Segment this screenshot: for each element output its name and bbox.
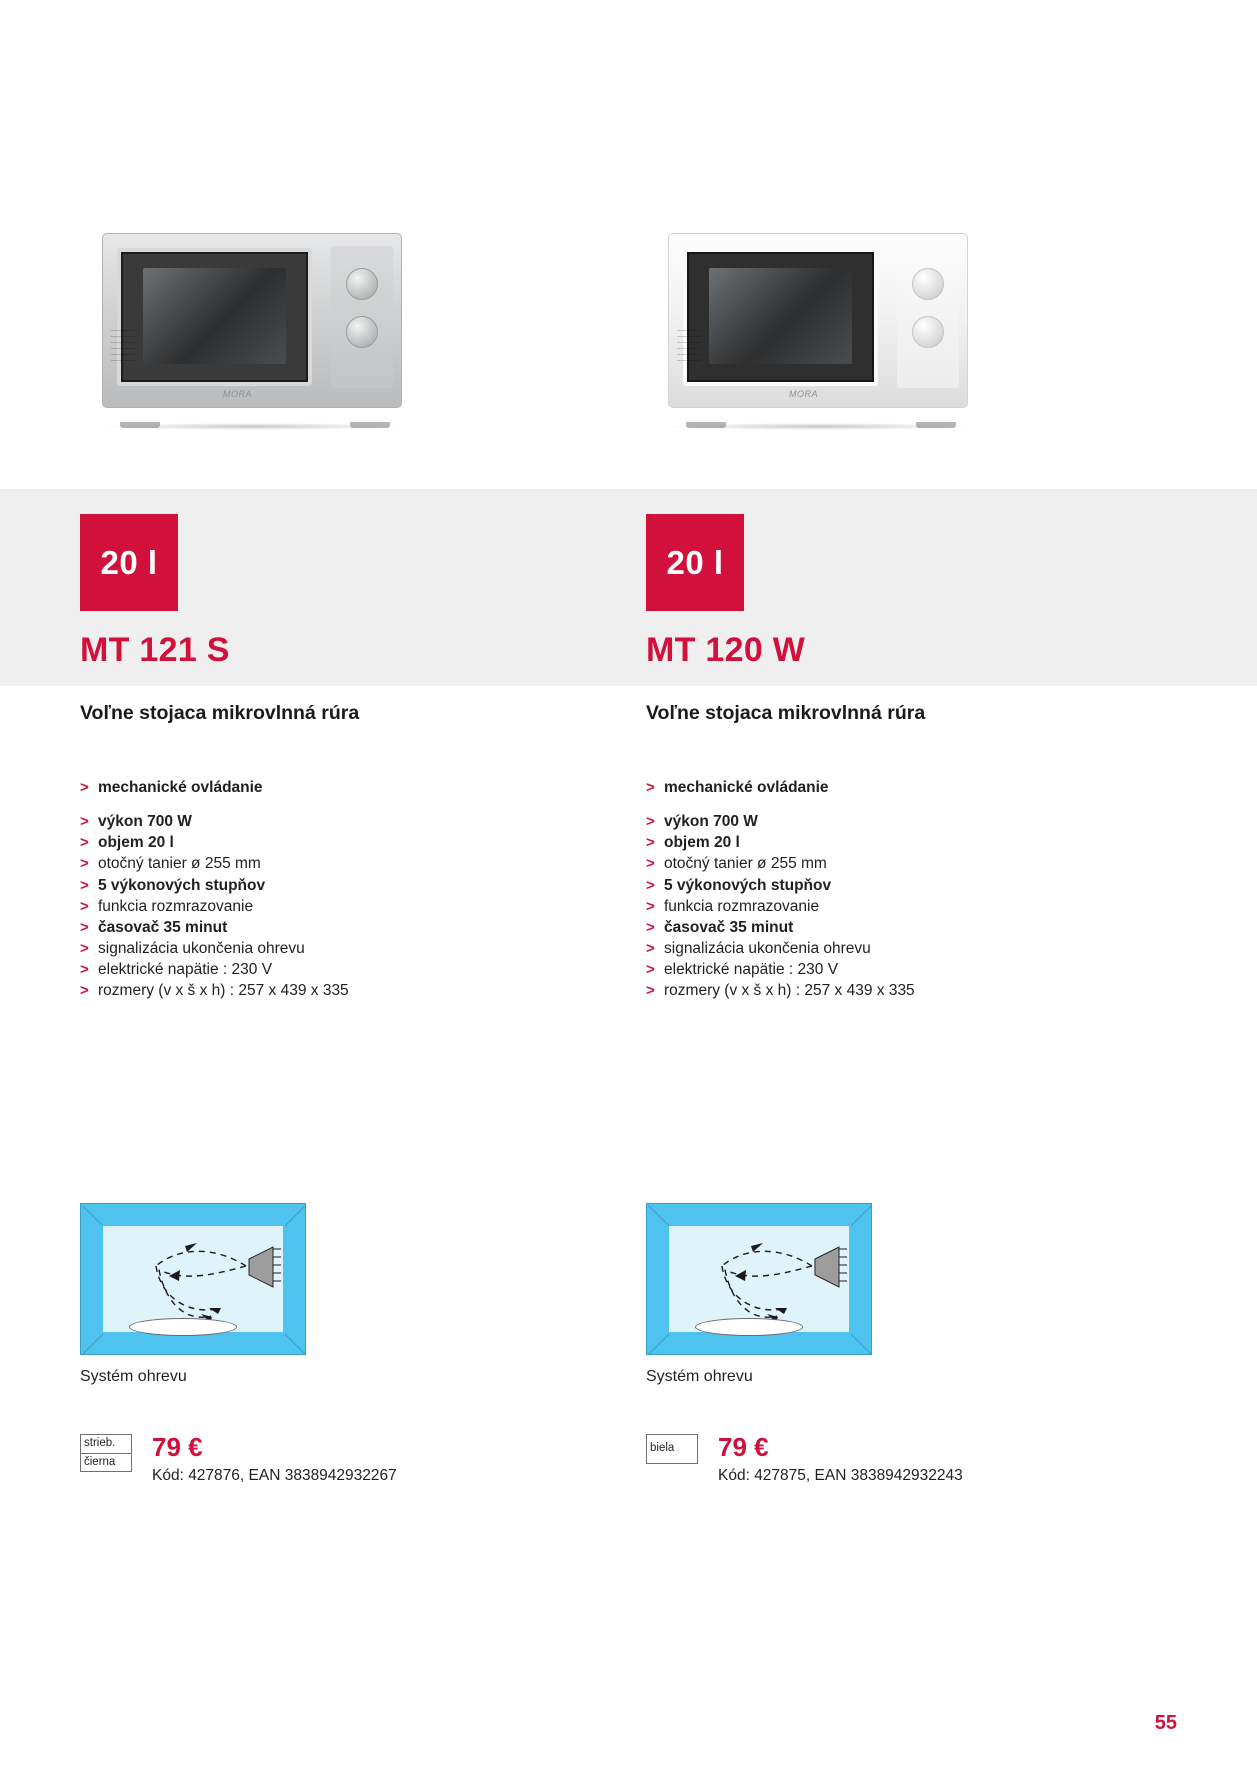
product-photo-mt121s <box>80 215 420 440</box>
feature-item <box>80 939 550 959</box>
color-options-chip <box>80 1434 132 1472</box>
feature-item <box>646 876 1116 896</box>
door-glass <box>709 268 851 364</box>
control-panel <box>897 246 959 388</box>
color-option: strieb. <box>84 1437 116 1449</box>
foot-right <box>350 422 390 428</box>
chevron-right-icon: > <box>646 918 655 936</box>
product-subtitle: Voľne stojaca mikrovlnná rúra <box>80 702 360 724</box>
brand-logo: MORA <box>789 389 818 399</box>
chevron-right-icon: > <box>80 813 89 831</box>
feature-item <box>646 833 1116 853</box>
heating-diagram-left <box>80 1203 306 1386</box>
foot-right <box>916 422 956 428</box>
feature-item <box>80 812 550 832</box>
chip-divider <box>81 1453 131 1454</box>
feature-label: funkcia rozmrazovanie <box>98 897 254 915</box>
product-codes: Kód: 427876, EAN 3838942932267 <box>152 1467 397 1484</box>
chevron-right-icon: > <box>646 813 655 831</box>
feature-item <box>80 981 550 1001</box>
power-knob <box>912 268 944 300</box>
power-knob <box>346 268 378 300</box>
feature-label: otočný tanier ø 255 mm <box>664 855 827 873</box>
timer-knob <box>346 316 378 348</box>
price: 79 € <box>718 1432 769 1462</box>
feature-label: otočný tanier ø 255 mm <box>98 855 261 873</box>
microwave-door <box>683 248 878 386</box>
feature-label: časovač 35 minut <box>98 918 228 936</box>
feature-label: signalizácia ukončenia ohrevu <box>98 939 305 957</box>
capacity-badge: 20 l <box>646 514 744 611</box>
chevron-right-icon: > <box>646 939 655 957</box>
diagram-caption: Systém ohrevu <box>646 1368 753 1385</box>
vent-grille-icon <box>677 330 701 364</box>
feature-label: 5 výkonových stupňov <box>98 876 266 894</box>
feature-label: 5 výkonových stupňov <box>664 876 832 894</box>
feature-item <box>646 812 1116 832</box>
microwave-door <box>117 248 312 386</box>
feature-label: objem 20 l <box>664 834 740 852</box>
feature-label: rozmery (v x š x h) : 257 x 439 x 335 <box>664 982 915 1000</box>
model-title: MT 121 S <box>80 631 230 669</box>
feature-label: výkon 700 W <box>664 813 758 831</box>
chevron-right-icon: > <box>80 779 89 796</box>
capacity-badge: 20 l <box>80 514 178 611</box>
price-row-right <box>646 1434 1116 1488</box>
door-glass <box>143 268 285 364</box>
chevron-right-icon: > <box>80 961 89 979</box>
microwave-body <box>102 233 402 408</box>
feature-label: mechanické ovládanie <box>98 779 263 796</box>
feature-item <box>646 939 1116 959</box>
chevron-right-icon: > <box>80 939 89 957</box>
feature-item <box>80 833 550 853</box>
foot-left <box>686 422 726 428</box>
timer-knob <box>912 316 944 348</box>
turntable-plate <box>695 1318 803 1336</box>
product-codes: Kód: 427875, EAN 3838942932243 <box>718 1467 963 1484</box>
feature-item <box>80 854 550 874</box>
feature-label: objem 20 l <box>98 834 174 852</box>
color-options-chip <box>646 1434 698 1464</box>
heating-diagram-right <box>646 1203 872 1386</box>
feature-list-left <box>80 778 550 1002</box>
color-option: čierna <box>84 1455 116 1468</box>
feature-label: elektrické napätie : 230 V <box>98 961 273 979</box>
chevron-right-icon: > <box>646 961 655 979</box>
brand-logo: MORA <box>223 389 252 399</box>
chevron-right-icon: > <box>646 876 655 894</box>
feature-label: mechanické ovládanie <box>664 779 829 796</box>
feature-list-right <box>646 778 1116 1002</box>
microwave-body <box>668 233 968 408</box>
feature-label: rozmery (v x š x h) : 257 x 439 x 335 <box>98 982 349 1000</box>
feature-item <box>646 897 1116 917</box>
feature-label: signalizácia ukončenia ohrevu <box>664 939 871 957</box>
chevron-right-icon: > <box>646 982 655 1000</box>
product-subtitle: Voľne stojaca mikrovlnná rúra <box>646 702 926 724</box>
feature-label: výkon 700 W <box>98 813 192 831</box>
vent-grille-icon <box>111 330 135 364</box>
feature-label: funkcia rozmrazovanie <box>664 897 820 915</box>
chevron-right-icon: > <box>646 779 655 796</box>
price-row-left <box>80 1434 550 1488</box>
chevron-right-icon: > <box>80 876 89 894</box>
feature-item <box>646 960 1116 980</box>
heating-diagram-image <box>646 1203 872 1355</box>
feature-item <box>646 854 1116 874</box>
product-photo-mt120w <box>646 215 986 440</box>
heating-diagram-image <box>80 1203 306 1355</box>
model-title: MT 120 W <box>646 631 806 669</box>
feature-item <box>80 918 550 938</box>
feature-item <box>646 918 1116 938</box>
control-panel <box>331 246 393 388</box>
feature-label: elektrické napätie : 230 V <box>664 961 839 979</box>
chevron-right-icon: > <box>80 897 89 915</box>
color-option: biela <box>650 1442 675 1454</box>
chevron-right-icon: > <box>80 982 89 1000</box>
foot-left <box>120 422 160 428</box>
page-number: 55 <box>1154 1712 1177 1734</box>
feature-label: časovač 35 minut <box>664 918 794 936</box>
price: 79 € <box>152 1432 203 1462</box>
chevron-right-icon: > <box>646 855 655 873</box>
chevron-right-icon: > <box>646 834 655 852</box>
chevron-right-icon: > <box>80 918 89 936</box>
feature-item <box>646 778 1116 798</box>
chevron-right-icon: > <box>80 855 89 873</box>
turntable-plate <box>129 1318 237 1336</box>
diagram-caption: Systém ohrevu <box>80 1368 187 1385</box>
feature-item <box>646 981 1116 1001</box>
chevron-right-icon: > <box>646 897 655 915</box>
feature-item <box>80 897 550 917</box>
feature-item <box>80 960 550 980</box>
feature-item <box>80 778 550 798</box>
feature-item <box>80 876 550 896</box>
chevron-right-icon: > <box>80 834 89 852</box>
